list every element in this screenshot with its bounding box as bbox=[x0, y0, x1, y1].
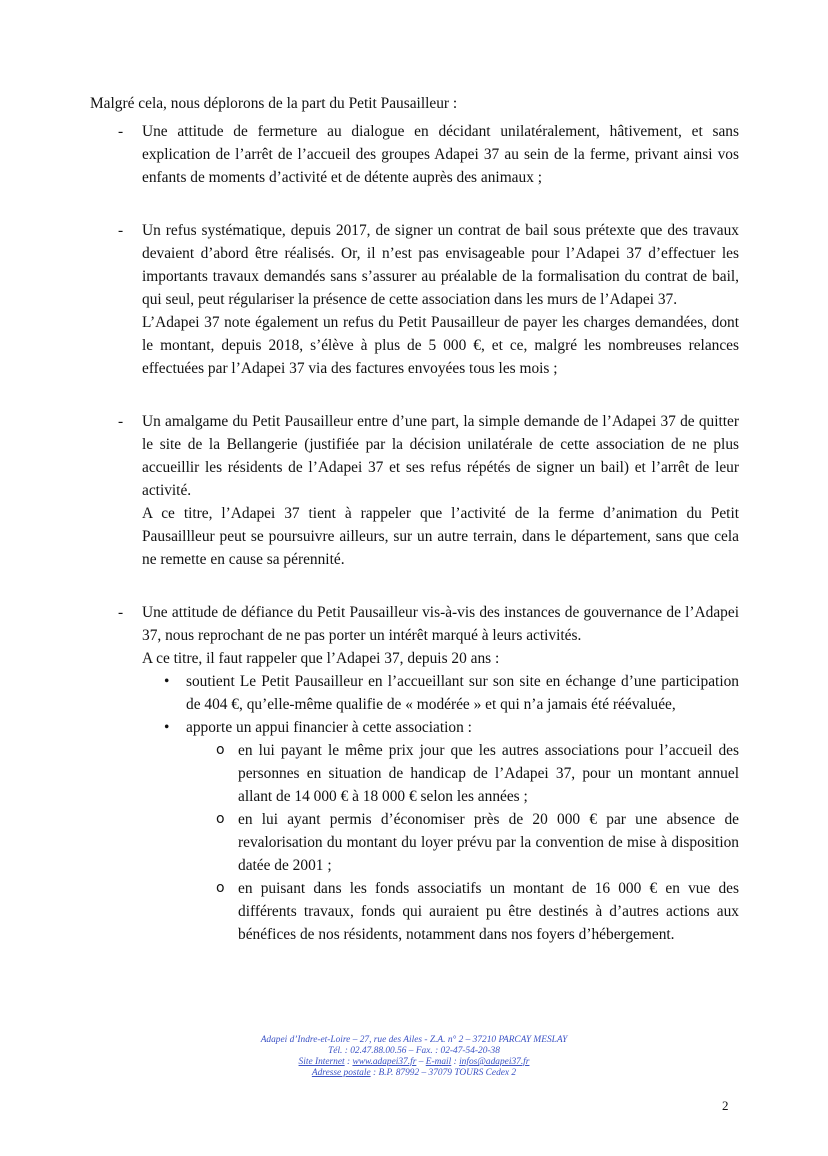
paragraph: A ce titre, il faut rappeler que l’Adapei 37, depuis 20 ans : bbox=[142, 650, 500, 667]
dash-marker: - bbox=[118, 222, 124, 239]
dash-item-lease-refusal bbox=[0, 219, 828, 380]
dash-list bbox=[0, 120, 828, 976]
dash-marker: - bbox=[118, 604, 124, 621]
page-footer bbox=[0, 1035, 828, 1079]
bullet-text: soutient Le Petit Pausailleur en l’accueillant sur son site en échange d’une participation de 404 €, qu’elle-même qualifie de « modérée » et qui n’a jamais été réévaluée, bbox=[186, 673, 739, 713]
dash-item-distrust bbox=[0, 601, 828, 946]
circle-text: en puisant dans les fonds associatifs un montant de 16 000 € en vue des différents travaux, fonds qui auraient pu être destinés à d’autres actions aux bénéfices de nos résidents, notamment dans nos foyers d’hébergement. bbox=[238, 880, 739, 943]
footer-contact-line bbox=[0, 1057, 828, 1068]
footer-separator: – bbox=[416, 1057, 426, 1067]
dash-marker: - bbox=[118, 123, 124, 140]
dash-item-body bbox=[142, 120, 739, 189]
paragraph: Un amalgame du Petit Pausailleur entre d’une part, la simple demande de l’Adapei 37 de quitter le site de la Bellangerie (justifiée par la décision unilatérale de cette association de ne plus accueillir les résidents de l’Adapei 37 et ses refus répétés de signer un bail) et l’arrêt de leur activité. bbox=[142, 413, 739, 499]
dash-item-body bbox=[142, 219, 739, 380]
paragraph: L’Adapei 37 note également un refus du Petit Pausailleur de payer les charges demandées, dont le montant, depuis 2018, s’élève à plus de 5 000 €, et ce, malgré les nombreuses relances effectuées par l’Adapei 37 via des factures envoyées tous les mois ; bbox=[142, 314, 739, 377]
paragraph: A ce titre, l’Adapei 37 tient à rappeler que l’activité de la ferme d’animation du Petit Pausaillleur peut se poursuivre ailleurs, sur un autre terrain, dans le département, sans que cela ne remette en cause sa pérennité. bbox=[142, 505, 739, 568]
dash-item-amalgam bbox=[0, 410, 828, 571]
circle-marker: o bbox=[216, 811, 225, 827]
circle-item-daily-price bbox=[142, 739, 739, 808]
footer-postal-label: Adresse postale bbox=[311, 1068, 371, 1078]
circle-item-works-funds bbox=[142, 877, 739, 946]
footer-email-link[interactable]: infos@adapei37.fr bbox=[459, 1057, 530, 1067]
circle-text: en lui payant le même prix jour que les autres associations pour l’accueil des personnes en situation de handicap de l’Adapei 37, pour un montant annuel allant de 14 000 € à 18 000 € selon les années ; bbox=[238, 742, 739, 805]
paragraph: Un refus systématique, depuis 2017, de signer un contrat de bail sous prétexte que des travaux devaient d’abord être réalisés. Or, il n’est pas envisageable pour l’Adapei 37 d’effectuer les importants travaux demandés sans s’assurer au préalable de la formalisation du contrat de bail, qui seul, peut régulariser la présence de cette association dans les murs de l’Adapei 37. bbox=[142, 222, 739, 308]
circle-text: en lui ayant permis d’économiser près de 20 000 € par une absence de revalorisation du montant du loyer prévu par la convention de mise à disposition datée de 2001 ; bbox=[238, 811, 739, 874]
dash-item-body bbox=[142, 601, 739, 739]
dash-marker: - bbox=[118, 413, 124, 430]
footer-site-label: Site Internet bbox=[298, 1057, 345, 1067]
paragraph: Une attitude de fermeture au dialogue en décidant unilatéralement, hâtivement, et sans explication de l’arrêt de l’accueil des groupes Adapei 37 au sein de la ferme, privant ainsi vos enfants de moments d’activité et de détente auprès des animaux ; bbox=[142, 123, 739, 186]
footer-email-label: E-mail bbox=[425, 1057, 452, 1067]
footer-phone: Tél. : 02.47.88.00.56 – Fax. : 02-47-54-20-38 bbox=[328, 1046, 500, 1056]
bullet-marker: • bbox=[164, 673, 170, 690]
footer-postal-text: : B.P. 87992 – 37079 TOURS Cedex 2 bbox=[370, 1068, 517, 1078]
footer-separator: : bbox=[344, 1057, 353, 1067]
page-number: 2 bbox=[722, 1098, 729, 1113]
circle-item-rent-savings bbox=[142, 808, 739, 877]
footer-separator: : bbox=[451, 1057, 460, 1067]
footer-postal-line bbox=[0, 1068, 828, 1079]
circle-list bbox=[142, 739, 739, 946]
bullet-marker: • bbox=[164, 719, 170, 736]
bullet-item-financial-aid bbox=[142, 716, 739, 739]
intro-paragraph: Malgré cela, nous déplorons de la part du Petit Pausailleur : bbox=[90, 95, 458, 112]
circle-marker: o bbox=[216, 742, 225, 758]
footer-address: Adapei d’Indre-et-Loire – 27, rue des Ailes - Z.A. n° 2 – 37210 PARCAY MESLAY bbox=[260, 1035, 568, 1045]
bullet-text: apporte un appui financier à cette association : bbox=[186, 719, 472, 736]
bullet-item-support bbox=[142, 670, 739, 716]
paragraph: Une attitude de défiance du Petit Pausailleur vis-à-vis des instances de gouvernance de l’Adapei 37, nous reprochant de ne pas porter un intérêt marqué à leurs activités. bbox=[142, 604, 739, 644]
dash-item-closing-dialogue bbox=[0, 120, 828, 189]
dash-item-body bbox=[142, 410, 739, 571]
circle-marker: o bbox=[216, 880, 225, 896]
footer-site-link[interactable]: www.adapei37.fr bbox=[352, 1057, 417, 1067]
bullet-list bbox=[142, 670, 739, 739]
